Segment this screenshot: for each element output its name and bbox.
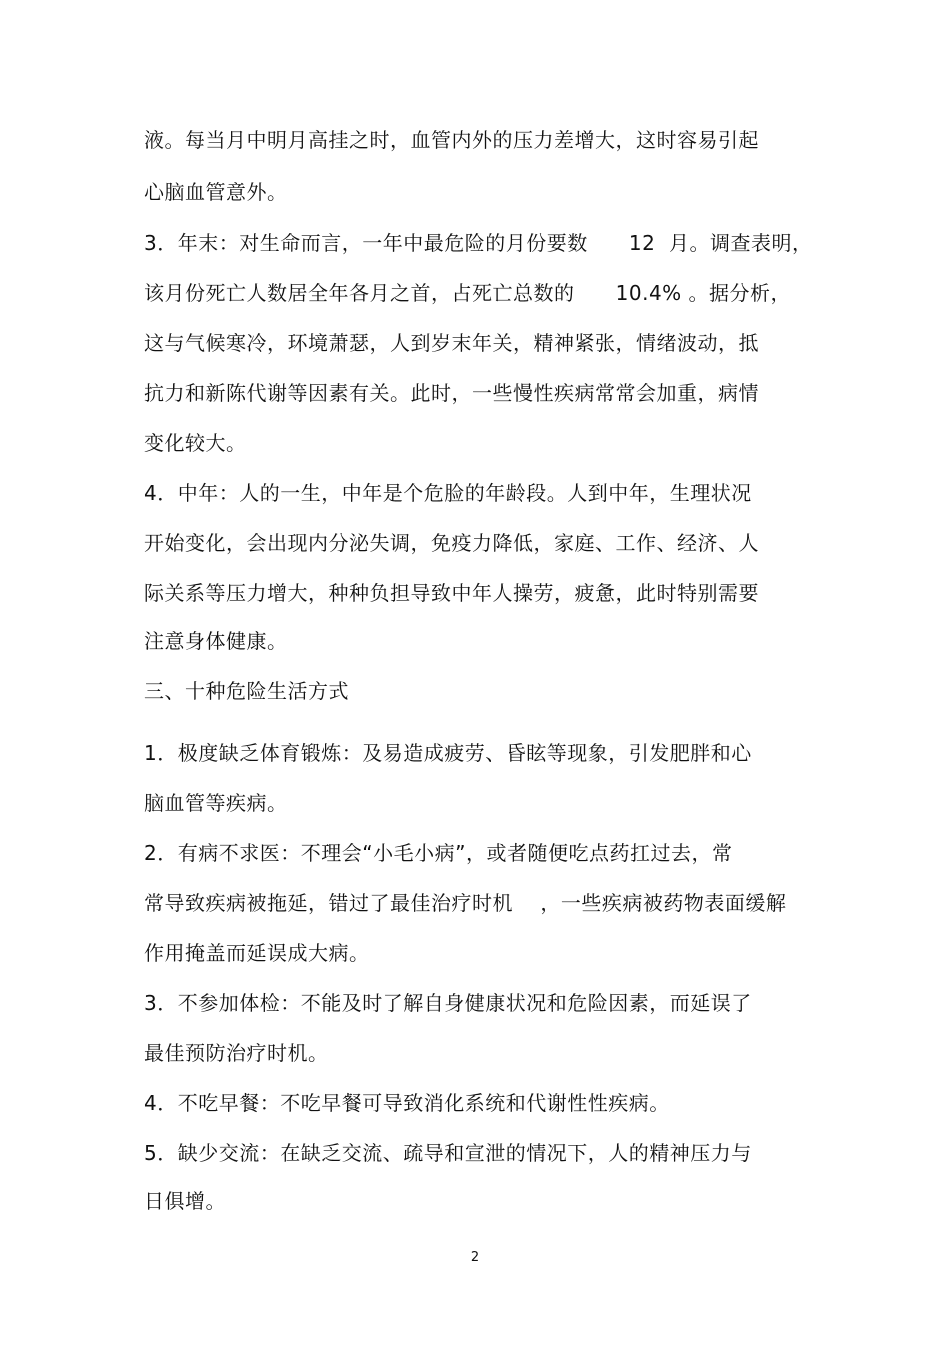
text-line: 作用掩盖而延误成大病。	[144, 941, 370, 965]
text-line: 际关系等压力增大，种种负担导致中年人操劳，疲惫，此时特别需要	[144, 581, 759, 605]
text-line: 心脑血管意外。	[144, 180, 288, 204]
text-line: 4．中年：人的一生，中年是个危脸的年龄段。人到中年，生理状况	[144, 481, 752, 505]
text-line: 抗力和新陈代谢等因素有关。此时，一些慢性疾病常常会加重，病情	[144, 381, 759, 405]
text-line: 5．缺少交流：在缺乏交流、疏导和宣泄的情况下，人的精神压力与	[144, 1141, 752, 1165]
text-line: 开始变化，会出现内分泌失调，免疫力降低，家庭、工作、经济、人	[144, 531, 759, 555]
text-line: 最佳预防治疗时机。	[144, 1041, 329, 1065]
text-line: 1．极度缺乏体育锻炼：及易造成疲劳、昏眩等现象，引发肥胖和心	[144, 741, 752, 765]
text-line: 脑血管等疾病。	[144, 791, 288, 815]
text-line: 这与气候寒冷，环境萧瑟，人到岁末年关，精神紧张，情绪波动，抵	[144, 331, 759, 355]
text-line: 该月份死亡人数居全年各月之首，占死亡总数的 10.4% 。据分析，	[144, 281, 792, 305]
text-line: 2．有病不求医：不理会“小毛小病”，或者随便吃点药扛过去，常	[144, 841, 733, 865]
text-line: 日俱增。	[144, 1189, 226, 1213]
text-line: 4．不吃早餐：不吃早餐可导致消化系统和代谢性性疾病。	[144, 1091, 670, 1115]
text-line: 液。每当月中明月高挂之时，血管内外的压力差增大，这时容易引起	[144, 128, 759, 152]
text-line: 常导致疾病被拖延，错过了最佳治疗时机 ，一些疾病被药物表面缓解	[144, 891, 787, 915]
page-number: 2	[470, 1250, 480, 1265]
text-line: 3．不参加体检：不能及时了解自身健康状况和危险因素，而延误了	[144, 991, 752, 1015]
text-line: 注意身体健康。	[144, 629, 288, 653]
text-line: 3．年末：对生命而言，一年中最危险的月份要数 12 月。调查表明，	[144, 231, 813, 255]
text-line: 变化较大。	[144, 431, 247, 455]
section-heading: 三、十种危险生活方式	[144, 679, 349, 703]
